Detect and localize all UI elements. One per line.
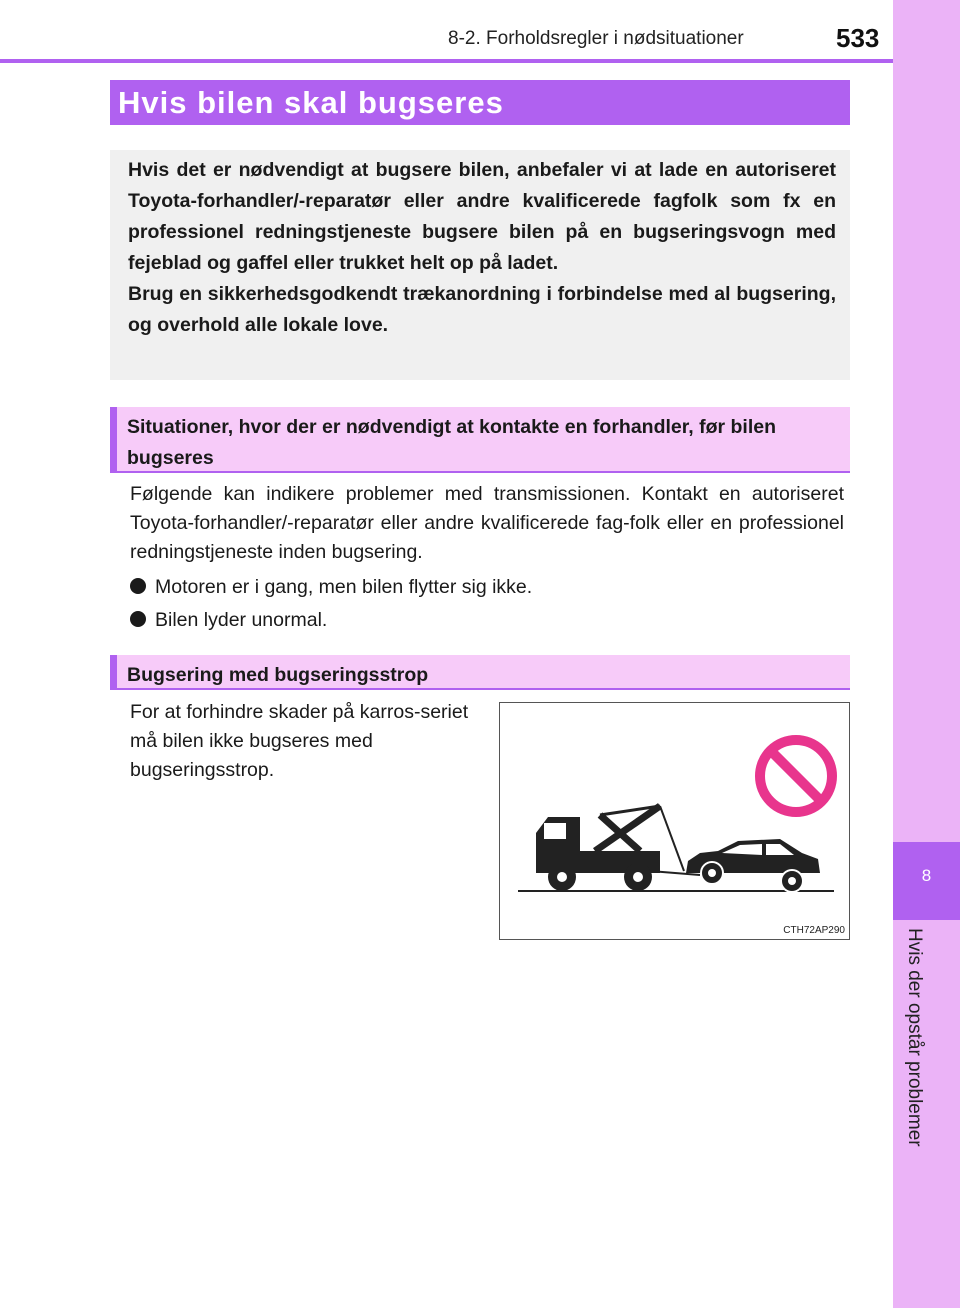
intro-paragraph-1: Hvis det er nødvendigt at bugsere bilen, anbefaler vi at lade en autoriseret Toyota-forhandler/-reparatør eller andre kvalificerede fagfolk som fx en professionel redningstjeneste bugsere bilen på en bugseringsvogn med fejeblad og gaffel eller trukket helt op på ladet. <box>128 159 836 274</box>
towing-strap-paragraph: For at forhindre skader på karros-seriet må bilen ikke bugseres med bugseringsstrop. <box>130 701 469 781</box>
prohibition-icon <box>760 740 832 812</box>
transmission-paragraph: Følgende kan indikere problemer med transmissionen. Kontakt en autoriseret Toyota-forhandler/-reparatør eller andre kvalificerede fag-folk eller en professionel redningstjeneste inden bugsering. <box>130 483 844 563</box>
intro-box <box>110 150 850 380</box>
chapter-title: Hvis der opstår problemer <box>904 928 925 1147</box>
intro-text <box>128 155 836 341</box>
bullet-text: Motoren er i gang, men bilen flytter sig ikke. <box>155 576 533 598</box>
running-header: 8-2. Forholdsregler i nødsituationer <box>448 28 744 49</box>
chapter-number: 8 <box>921 866 932 885</box>
intro-paragraph-2: Brug en sikkerhedsgodkendt trækanordning i forbindelse med al bugsering, og overhold alle lokale love. <box>128 283 836 336</box>
bullet-item <box>130 606 327 635</box>
bullet-icon <box>130 611 146 627</box>
bullet-item <box>130 573 532 602</box>
bullet-text: Bilen lyder unormal. <box>155 609 328 631</box>
subheading-dealer-contact <box>110 407 850 473</box>
page-number: 533 <box>836 23 880 53</box>
header-divider <box>0 59 893 63</box>
tow-truck-illustration <box>499 702 850 940</box>
illustration-code: CTH72AP290 <box>783 925 845 936</box>
tow-truck-drawing <box>500 703 851 941</box>
subheading-dealer-contact-text: Situationer, hvor der er nødvendigt at kontakte en forhandler, før bilen bugseres <box>127 416 777 469</box>
bullet-icon <box>130 578 146 594</box>
subheading-towing-strap <box>110 655 850 690</box>
subheading-towing-strap-text: Bugsering med bugseringsstrop <box>127 664 429 686</box>
section-title: Hvis bilen skal bugseres <box>118 85 504 120</box>
section-title-bar <box>110 80 850 125</box>
